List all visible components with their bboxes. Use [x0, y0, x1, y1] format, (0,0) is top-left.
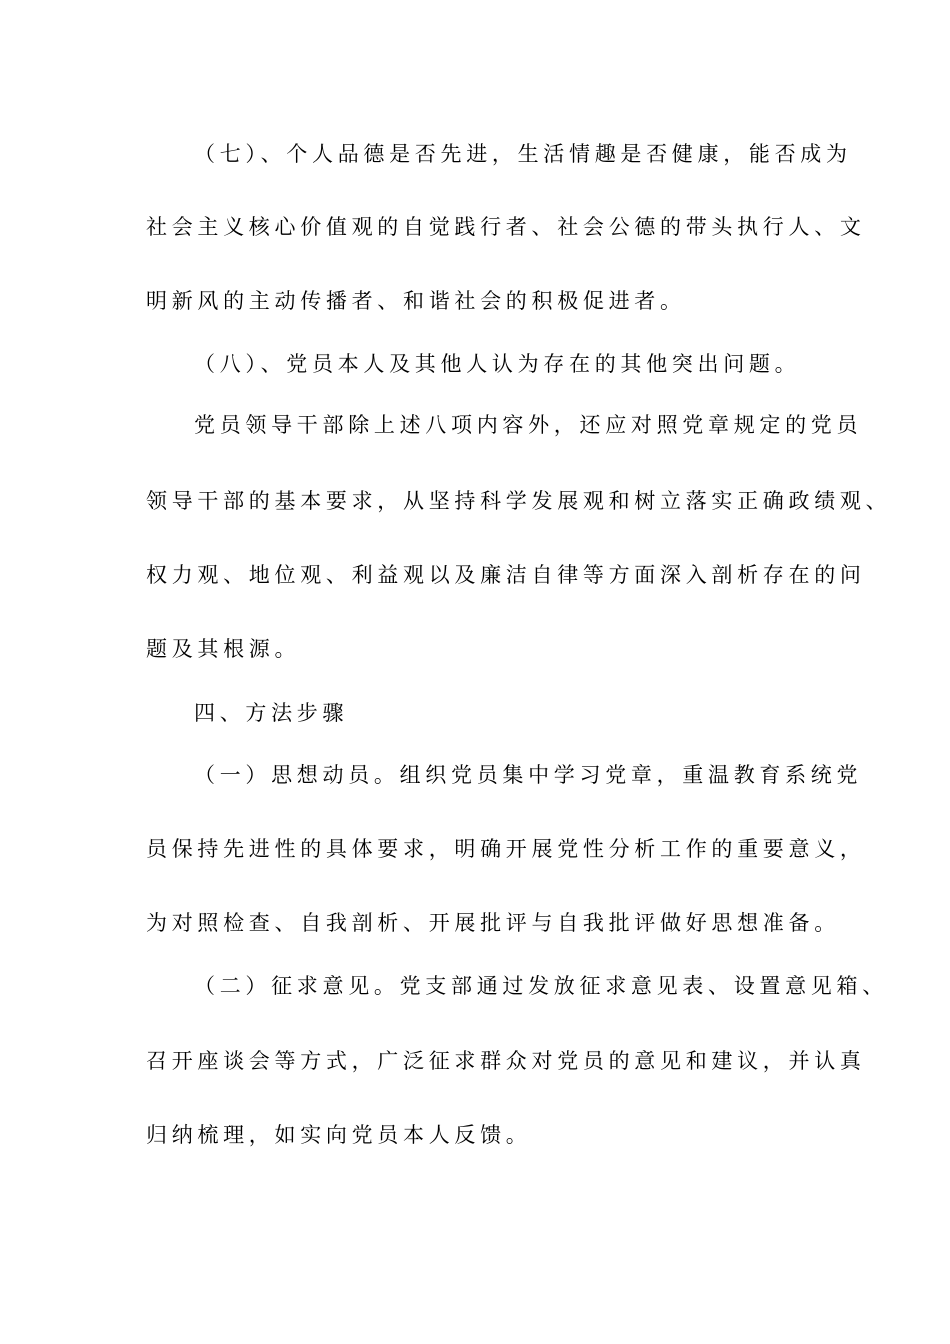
paragraph-line: （二）征求意见。党支部通过发放征求意见表、设置意见箱、	[194, 974, 888, 998]
paragraph-line: 社会主义核心价值观的自觉践行者、社会公德的带头执行人、文	[146, 215, 866, 239]
paragraph-line: （七）、个人品德是否先进，生活情趣是否健康，能否成为	[194, 142, 852, 166]
paragraph-line: 召开座谈会等方式，广泛征求群众对党员的意见和建议，并认真	[146, 1049, 866, 1073]
paragraph-line: 权力观、地位观、利益观以及廉洁自律等方面深入剖析存在的问	[146, 563, 866, 587]
section-heading: 四、方法步骤	[194, 701, 349, 725]
paragraph-line: 明新风的主动传播者、和谐社会的积极促进者。	[146, 289, 686, 313]
paragraph-line: 员保持先进性的具体要求，明确开展党性分析工作的重要意义，	[146, 837, 866, 861]
paragraph-line: 党员领导干部除上述八项内容外，还应对照党章规定的党员	[194, 413, 863, 437]
paragraph-line: 归纳梳理，如实向党员本人反馈。	[146, 1123, 532, 1147]
paragraph-line: 为对照检查、自我剖析、开展批评与自我批评做好思想准备。	[146, 911, 840, 935]
paragraph-line: 领导干部的基本要求，从坚持科学发展观和树立落实正确政绩观、	[146, 489, 892, 513]
paragraph-line: （八）、党员本人及其他人认为存在的其他突出问题。	[194, 352, 801, 376]
paragraph-line: 题及其根源。	[146, 637, 301, 661]
paragraph-line: （一）思想动员。组织党员集中学习党章，重温教育系统党	[194, 763, 863, 787]
